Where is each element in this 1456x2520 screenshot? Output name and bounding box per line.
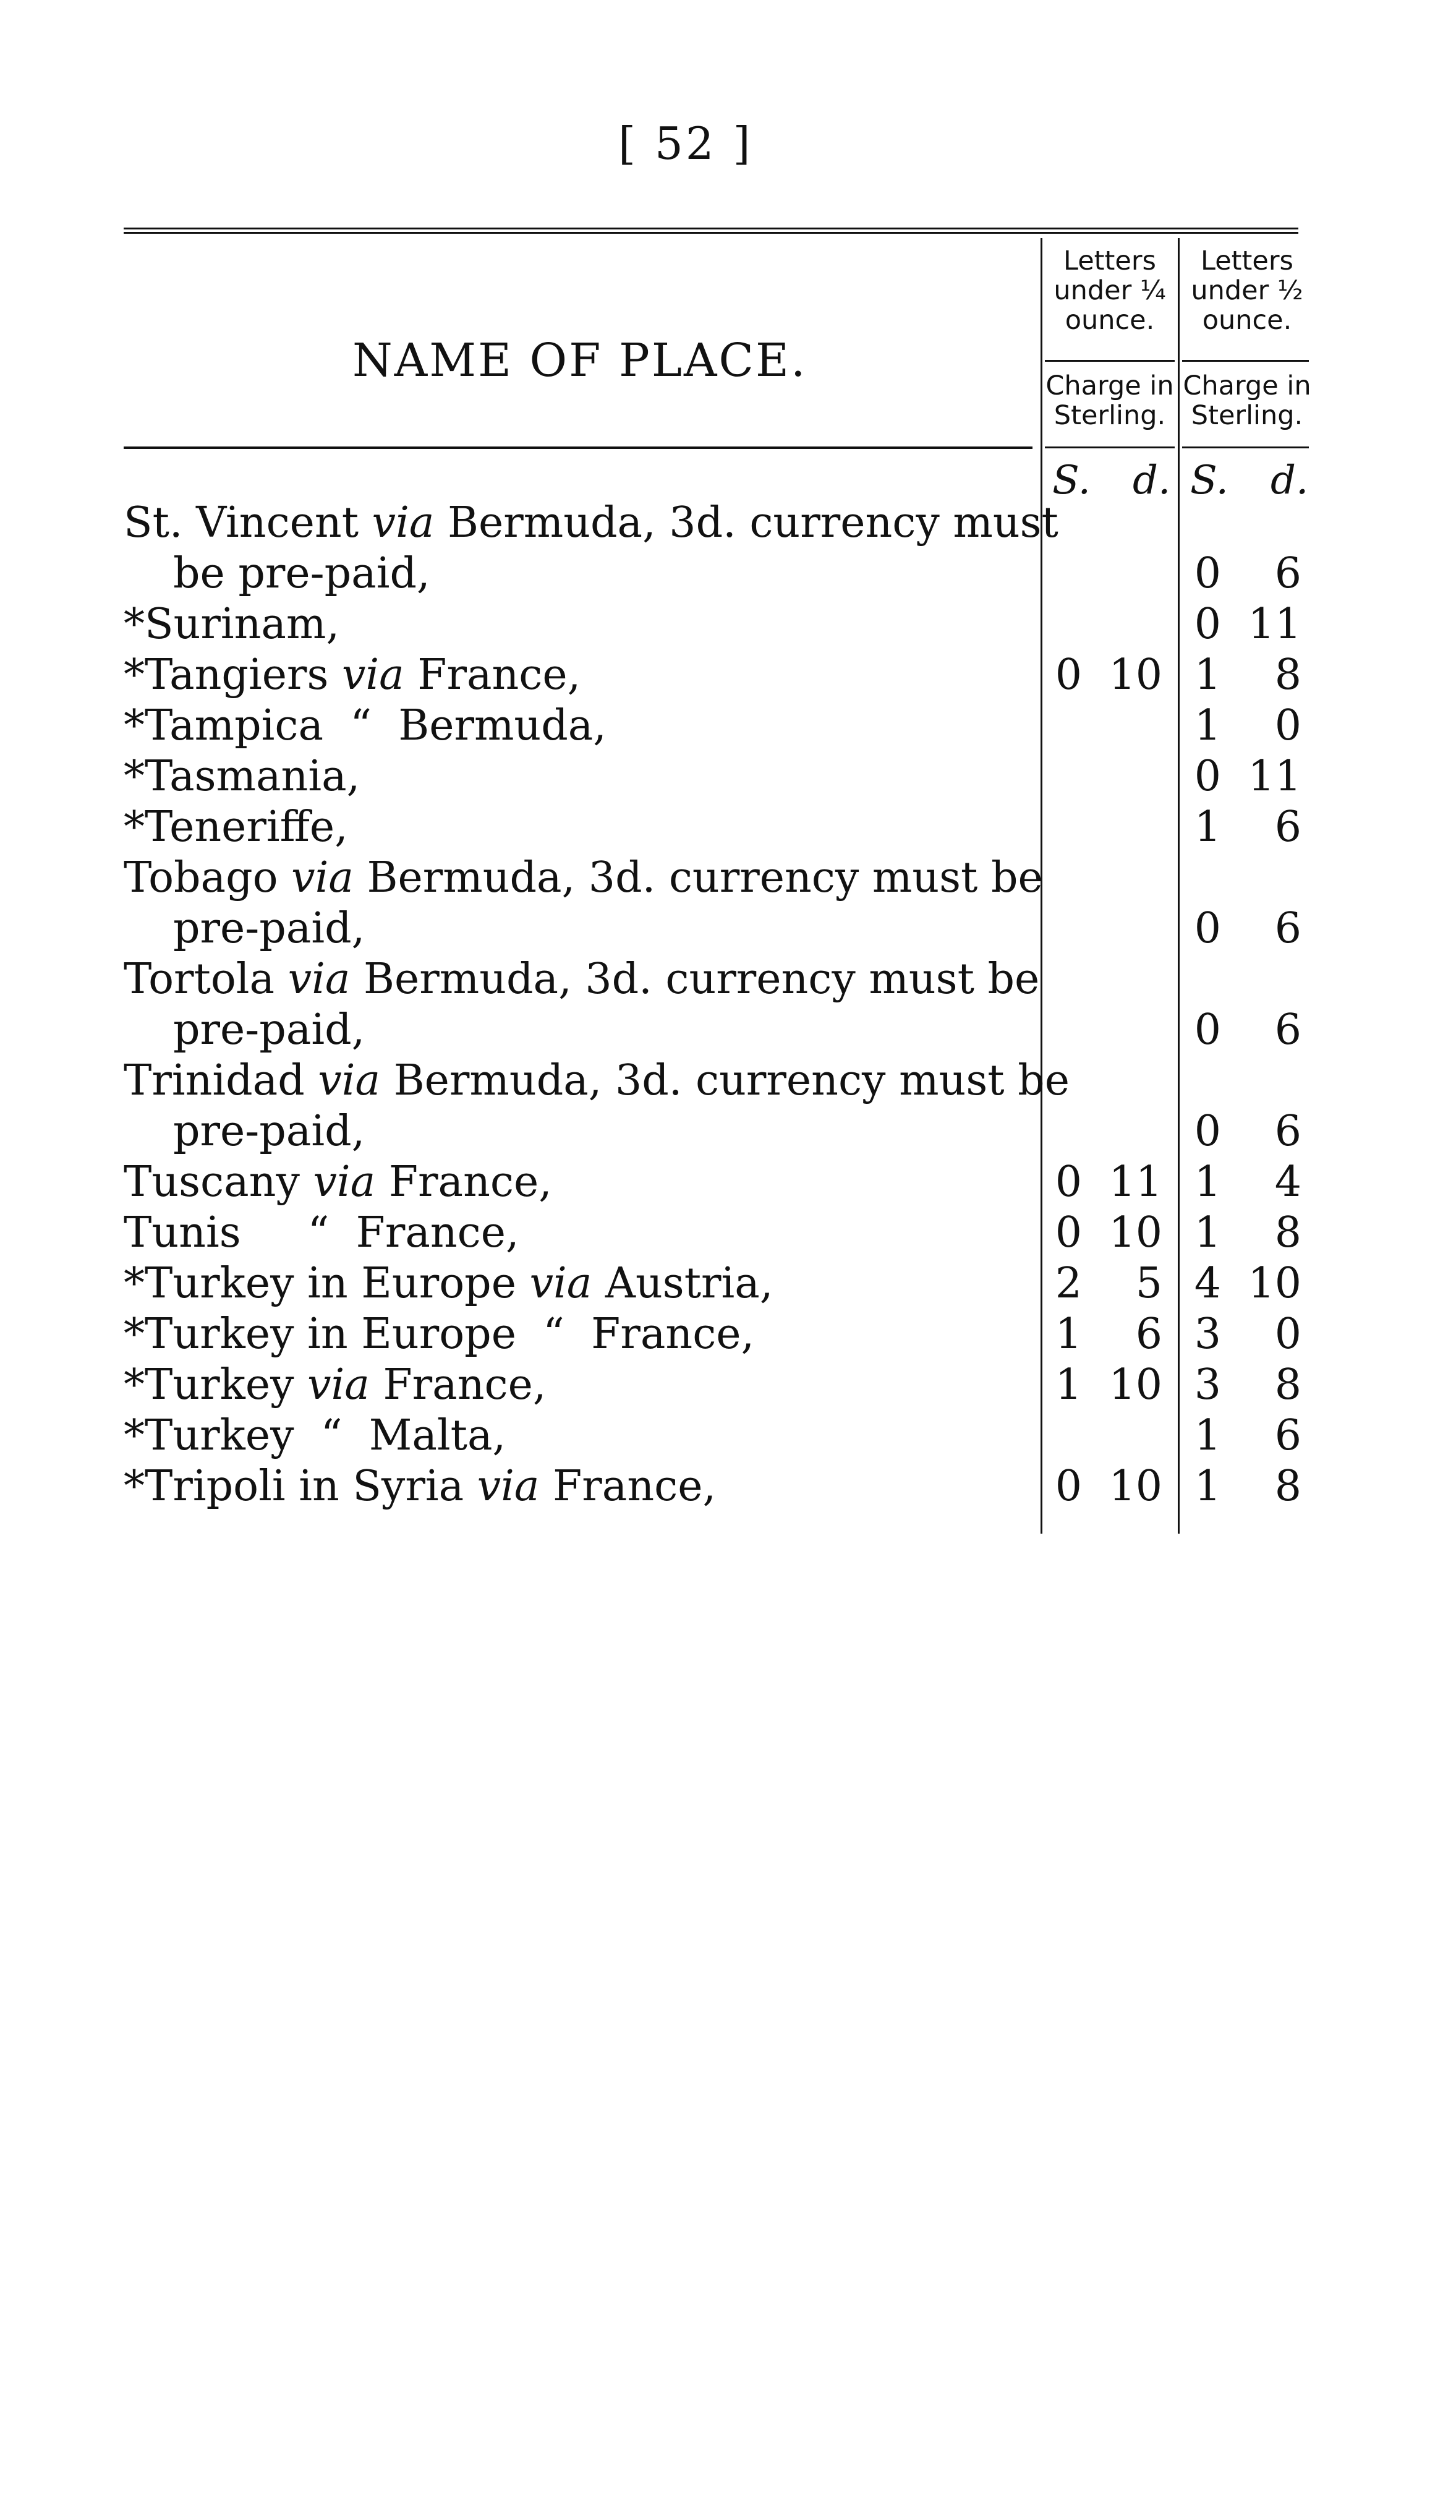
half-ounce-pence: 6 — [1274, 1107, 1301, 1156]
route-text: Austria, — [592, 1259, 773, 1308]
place-entry — [124, 1411, 1039, 1461]
col2-charge-line: Sterling. — [1191, 400, 1303, 431]
place-name-line — [124, 752, 360, 801]
page-number: [ 52 ] — [618, 117, 753, 169]
col1-heading-line: ounce. — [1065, 305, 1155, 336]
via-text: via — [307, 1360, 370, 1409]
place-entry — [124, 1208, 1039, 1258]
half-ounce-shillings: 0 — [1194, 1107, 1221, 1156]
place-entry — [124, 954, 1039, 1056]
half-ounce-pence: 11 — [1248, 752, 1301, 801]
place-name-line — [124, 1056, 1070, 1105]
half-ounce-pence: 6 — [1274, 904, 1301, 953]
place-text: *Turkey in Europe — [124, 1259, 530, 1308]
place-name-line — [124, 1411, 506, 1460]
quarter-ounce-shillings: 1 — [1055, 1360, 1082, 1409]
header-rule — [124, 446, 1032, 449]
col2-charge-line: Charge in — [1183, 370, 1311, 401]
place-name-line — [124, 600, 339, 649]
half-ounce-shillings: 0 — [1194, 600, 1221, 649]
place-text: Tuscany — [124, 1158, 313, 1207]
half-ounce-shillings: 1 — [1194, 1411, 1221, 1460]
place-name-line — [124, 651, 581, 699]
place-text: Tortola — [124, 955, 288, 1004]
place-text: *Turkey “ Malta, — [124, 1411, 506, 1460]
quarter-ounce-pence: 10 — [1109, 1462, 1162, 1511]
place-entry — [124, 1157, 1039, 1208]
col2-shillings-unit: S. — [1190, 458, 1228, 503]
place-name-line — [124, 1360, 546, 1409]
name-of-place-heading: NAME OF PLACE. — [352, 334, 807, 387]
place-text: *Tangiers — [124, 651, 342, 699]
place-entry — [124, 1461, 1039, 1512]
place-entry — [124, 853, 1043, 954]
route-text: Bermuda, 3d. currency must — [434, 498, 1058, 547]
place-text: *Tripoli in Syria — [124, 1462, 477, 1511]
half-ounce-pence: 8 — [1274, 1462, 1301, 1511]
place-entry — [124, 1309, 1039, 1360]
via-text: via — [372, 498, 435, 547]
half-ounce-pence: 6 — [1274, 549, 1301, 598]
place-text: *Tampica “ Bermuda, — [124, 701, 607, 750]
col1-shillings-unit: S. — [1052, 458, 1091, 503]
half-ounce-pence: 8 — [1274, 1208, 1301, 1257]
place-text: *Turkey — [124, 1360, 308, 1409]
quarter-ounce-shillings: 0 — [1055, 651, 1082, 699]
col2-unit-rule — [1182, 446, 1309, 448]
half-ounce-pence: 4 — [1274, 1158, 1301, 1207]
via-text: via — [529, 1259, 592, 1308]
via-text: via — [341, 651, 404, 699]
place-text: Tunis “ France, — [124, 1208, 519, 1257]
half-ounce-pence: 6 — [1274, 1411, 1301, 1460]
place-continuation-line: pre-paid, — [173, 1006, 365, 1054]
place-name-line — [124, 1462, 716, 1511]
quarter-ounce-pence: 10 — [1109, 651, 1162, 699]
quarter-ounce-shillings: 2 — [1055, 1259, 1082, 1308]
half-ounce-pence: 10 — [1248, 1259, 1301, 1308]
col2-heading-line: Letters — [1201, 246, 1293, 276]
via-text: via — [313, 1158, 376, 1207]
col1-unit-rule — [1045, 446, 1175, 448]
half-ounce-shillings: 1 — [1194, 1462, 1221, 1511]
route-text: France, — [539, 1462, 717, 1511]
quarter-ounce-pence: 6 — [1135, 1310, 1162, 1359]
col2-heading-bottom — [1182, 371, 1312, 430]
route-text: France, — [369, 1360, 547, 1409]
half-ounce-shillings: 1 — [1194, 701, 1221, 750]
place-entry — [124, 1056, 1070, 1157]
half-ounce-shillings: 0 — [1194, 904, 1221, 953]
route-text: Bermuda, 3d. currency must be — [353, 853, 1043, 902]
half-ounce-shillings: 3 — [1194, 1360, 1221, 1409]
place-entry — [124, 498, 1058, 599]
col2-heading-line: under ½ — [1191, 275, 1303, 306]
column-divider-right — [1178, 238, 1180, 1534]
col1-heading-line: Letters — [1063, 246, 1156, 276]
place-name-line — [124, 803, 348, 852]
quarter-ounce-pence: 11 — [1109, 1158, 1162, 1207]
place-name-line — [124, 701, 607, 750]
half-ounce-shillings: 0 — [1194, 1006, 1221, 1054]
place-name-line — [124, 1259, 773, 1308]
half-ounce-pence: 6 — [1274, 1006, 1301, 1054]
route-text: France, — [404, 651, 581, 699]
via-text: via — [287, 955, 351, 1004]
place-name-line — [124, 1208, 519, 1257]
half-ounce-shillings: 0 — [1194, 752, 1221, 801]
half-ounce-shillings: 3 — [1194, 1310, 1221, 1359]
route-text: Bermuda, 3d. currency must be — [380, 1056, 1070, 1105]
half-ounce-shillings: 4 — [1194, 1259, 1221, 1308]
half-ounce-pence: 0 — [1274, 1310, 1301, 1359]
route-text: Bermuda, 3d. currency must be — [350, 955, 1040, 1004]
col1-charge-line: Sterling. — [1054, 400, 1166, 431]
via-text: via — [477, 1462, 540, 1511]
half-ounce-pence: 6 — [1274, 803, 1301, 852]
quarter-ounce-pence: 10 — [1109, 1360, 1162, 1409]
half-ounce-pence: 0 — [1274, 701, 1301, 750]
place-entry — [124, 701, 1039, 751]
place-entry — [124, 599, 1039, 650]
col2-heading-line: ounce. — [1202, 305, 1292, 336]
place-continuation-line: be pre-paid, — [173, 549, 430, 598]
via-text: via — [291, 853, 354, 902]
place-text: *Surinam, — [124, 600, 340, 649]
col2-heading-top — [1182, 246, 1312, 335]
half-ounce-shillings: 1 — [1194, 1208, 1221, 1257]
place-entry — [124, 1258, 1039, 1309]
via-text: via — [318, 1056, 381, 1105]
col1-charge-line: Charge in — [1045, 370, 1174, 401]
col1-subrule — [1045, 360, 1175, 362]
half-ounce-shillings: 0 — [1194, 549, 1221, 598]
col1-heading-top — [1045, 246, 1175, 335]
col1-heading-bottom — [1045, 371, 1175, 430]
place-text: Trinidad — [124, 1056, 318, 1105]
half-ounce-shillings: 1 — [1194, 803, 1221, 852]
place-name-line — [124, 853, 1043, 902]
half-ounce-shillings: 1 — [1194, 651, 1221, 699]
quarter-ounce-pence: 5 — [1135, 1259, 1162, 1308]
quarter-ounce-shillings: 0 — [1055, 1158, 1082, 1207]
place-entry — [124, 650, 1039, 701]
place-continuation-line: pre-paid, — [173, 1107, 365, 1156]
col2-subrule — [1182, 360, 1309, 362]
route-text: France, — [375, 1158, 552, 1207]
quarter-ounce-shillings: 1 — [1055, 1310, 1082, 1359]
half-ounce-shillings: 1 — [1194, 1158, 1221, 1207]
place-text: *Turkey in Europe “ France, — [124, 1310, 755, 1359]
quarter-ounce-shillings: 0 — [1055, 1462, 1082, 1511]
place-name-line — [124, 955, 1039, 1004]
place-entry — [124, 751, 1039, 802]
place-text: *Tasmania, — [124, 752, 360, 801]
place-name-line — [124, 1310, 754, 1359]
top-rule — [124, 228, 1298, 234]
place-name-line — [124, 498, 1058, 547]
half-ounce-pence: 11 — [1248, 600, 1301, 649]
place-continuation-line: pre-paid, — [173, 904, 365, 953]
quarter-ounce-shillings: 0 — [1055, 1208, 1082, 1257]
place-entry — [124, 1360, 1039, 1411]
col1-pence-unit: d. — [1133, 458, 1171, 503]
col2-pence-unit: d. — [1271, 458, 1309, 503]
place-text: Tobago — [124, 853, 292, 902]
half-ounce-pence: 8 — [1274, 651, 1301, 699]
place-entry — [124, 802, 1039, 853]
half-ounce-pence: 8 — [1274, 1360, 1301, 1409]
quarter-ounce-pence: 10 — [1109, 1208, 1162, 1257]
place-text: St. Vincent — [124, 498, 372, 547]
place-text: *Teneriffe, — [124, 803, 348, 852]
place-name-line — [124, 1158, 552, 1207]
col1-heading-line: under ¼ — [1054, 275, 1166, 306]
